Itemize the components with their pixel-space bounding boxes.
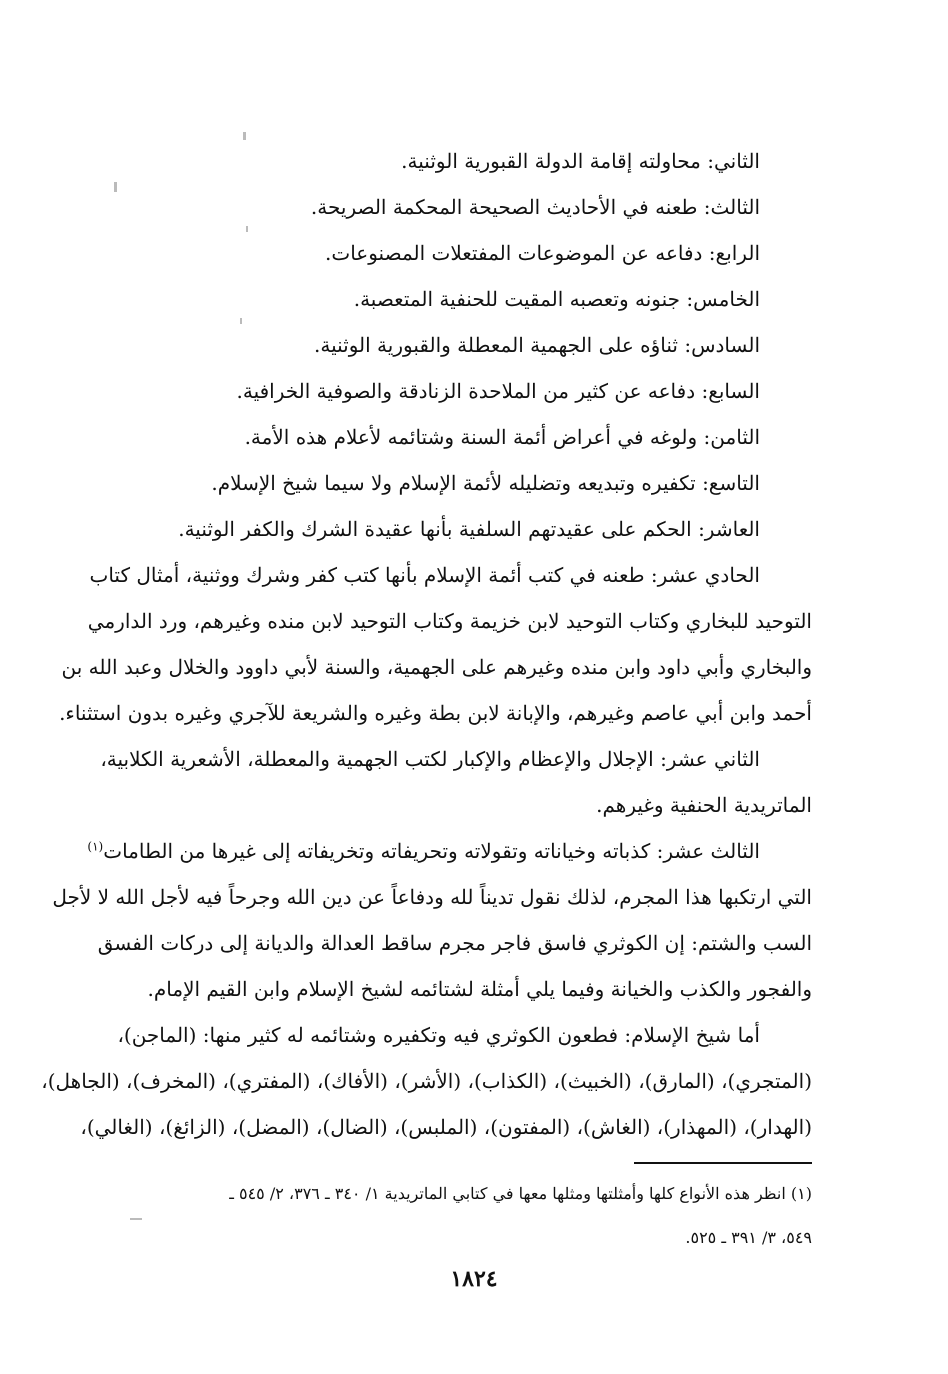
text-line: السب والشتم: إن الكوثري فاسق فاجر مجرم ساقط العدالة والديانة إلى دركات الفسق bbox=[97, 931, 812, 955]
text-line-content: الثالث عشر: كذباته وخياناته وتقولاته وتحريفاته وتخريفاته إلى غيرها من الطامات bbox=[103, 839, 760, 863]
text-line: (الهدار)، (المهذار)، (الغاش)، (المفتون)، (الملبس)، (الضال)، (المضل)، (الزائغ)، (الغالي)، bbox=[80, 1115, 812, 1139]
list-item: السادس: ثناؤه على الجهمية المعطلة والقبورية الوثنية. bbox=[314, 333, 760, 357]
text-line: الحادي عشر: طعنه في كتب أئمة الإسلام بأنها كتب كفر وشرك ووثنية، أمثال كتاب bbox=[89, 563, 760, 587]
paragraph-eleventh bbox=[59, 552, 812, 736]
footnote-divider bbox=[634, 1162, 812, 1164]
text-line: (المتجري)، (المارق)، (الخبيث)، (الكذاب)، (الأشر)، (الأفاك)، (المفتري)، (المخرف)، (الجاهل)، bbox=[41, 1069, 812, 1093]
list-item: الثاني: محاولته إقامة الدولة القبورية الوثنية. bbox=[401, 149, 760, 173]
text-line bbox=[87, 828, 812, 874]
text-line: والبخاري وأبي داود وابن منده وغيرهم على الجهمية، والسنة لأبي داوود والخلال وعبد الله بن bbox=[61, 655, 812, 679]
footnote-line: ٥٤٩، ٣/ ٣٩١ ـ ٥٢٥. bbox=[685, 1228, 812, 1247]
page-number: ١٨٢٤ bbox=[450, 1266, 498, 1292]
footnote-area bbox=[100, 1172, 812, 1260]
text-line: والفجور والكذب والخيانة وفيما يلي أمثلة لشتائمه لشيخ الإسلام وابن القيم الإمام. bbox=[147, 977, 812, 1001]
enumerated-list bbox=[100, 138, 812, 552]
list-item: الثامن: ولوغه في أعراض أئمة السنة وشتائمه لأعلام هذه الأمة. bbox=[244, 425, 760, 449]
text-line: الماتريدية الحنفية وغيرهم. bbox=[596, 793, 812, 817]
text-line: التوحيد للبخاري وكتاب التوحيد لابن خزيمة وكتاب التوحيد لابن منده وغيرهم، ورد الدارمي bbox=[87, 609, 812, 633]
text-line: أما شيخ الإسلام: فطعون الكوثري فيه وتكفيره وشتائمه له كثير منها: (الماجن)، bbox=[117, 1023, 760, 1047]
list-item: العاشر: الحكم على عقيدتهم السلفية بأنها عقيدة الشرك والكفر الوثنية. bbox=[178, 517, 760, 541]
main-text bbox=[41, 138, 812, 1150]
footnote-line: (١) انظر هذه الأنواع كلها وأمثلتها ومثلها معها في كتابي الماتريدية ١/ ٣٤٠ ـ ٣٧٦، ٢/ ٥٤٥ ـ bbox=[229, 1184, 812, 1203]
paragraph-thirteenth bbox=[52, 828, 812, 1012]
paragraph-twelfth bbox=[100, 736, 812, 828]
paragraph-shaykh-al-islam bbox=[41, 1012, 812, 1150]
list-item: التاسع: تكفيره وتبديعه وتضليله لأئمة الإسلام ولا سيما شيخ الإسلام. bbox=[211, 471, 760, 495]
footnote-reference[interactable]: (١) bbox=[87, 839, 104, 854]
text-line: الثاني عشر: الإجلال والإعظام والإكبار لكتب الجهمية والمعطلة، الأشعرية الكلابية، bbox=[100, 747, 760, 771]
list-item: الخامس: جنونه وتعصبه المقيت للحنفية المتعصبة. bbox=[353, 287, 760, 311]
list-item: السابع: دفاعه عن كثير من الملاحدة الزنادقة والصوفية الخرافية. bbox=[236, 379, 760, 403]
text-line: التي ارتكبها هذا المجرم، لذلك نقول تديناً لله ودفاعاً عن دين الله وجرحاً فيه لأجل الله لا لأجل bbox=[52, 885, 812, 909]
list-item: الرابع: دفاعه عن الموضوعات المفتعلات المصنوعات. bbox=[325, 241, 760, 265]
list-item: الثالث: طعنه في الأحاديث الصحيحة المحكمة الصريحة. bbox=[310, 195, 760, 219]
text-line: أحمد وابن أبي عاصم وغيرهم، والإبانة لابن بطة وغيره والشريعة للآجري وغيره بدون استثناء. bbox=[59, 701, 812, 725]
